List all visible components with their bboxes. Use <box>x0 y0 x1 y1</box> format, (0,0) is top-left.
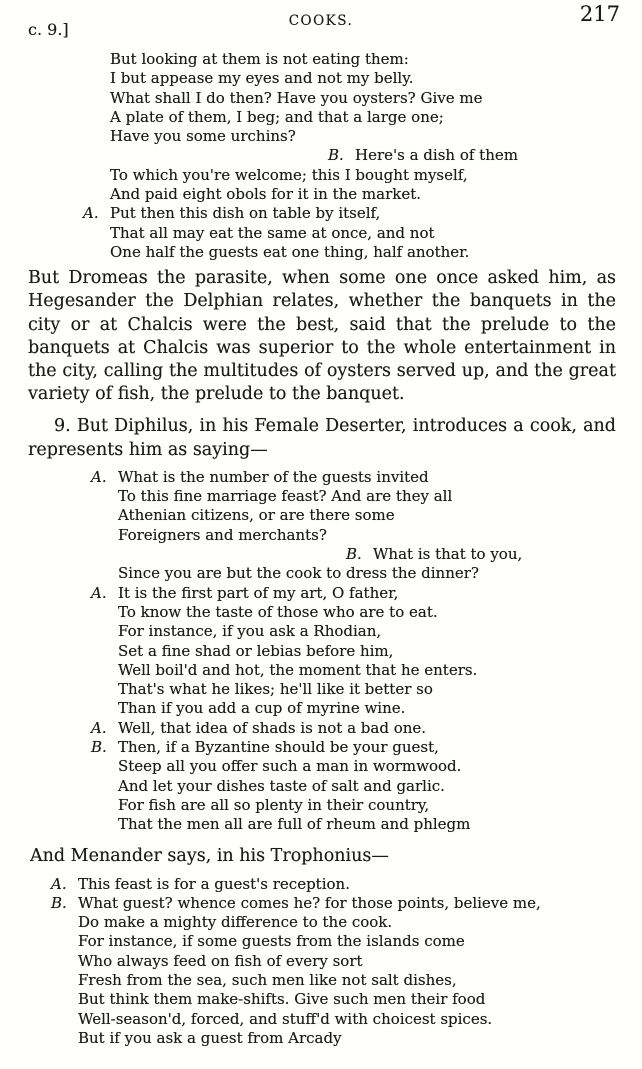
verse-line-text: But if you ask a guest from Arcady <box>78 1028 342 1047</box>
verse-line-text: But think them make-shifts. Give such men their food <box>78 990 486 1009</box>
verse-line-text: What guest? whence comes he? for those points, believe me, <box>78 893 541 912</box>
verse-block-diphilus <box>91 467 642 835</box>
speaker-label: A. <box>91 467 107 486</box>
verse-line <box>110 224 642 243</box>
verse-line <box>110 243 642 262</box>
verse-line <box>110 108 642 127</box>
running-title: COOKS. <box>288 13 354 29</box>
verse-line <box>78 971 642 990</box>
verse-line <box>91 583 642 603</box>
speaker-label: B. <box>346 545 362 564</box>
page-content <box>0 48 642 1048</box>
verse-line-text: But looking at them is not eating them: <box>110 50 409 68</box>
verse-line <box>118 506 642 525</box>
verse-line <box>118 622 642 641</box>
verse-line-text: Put then this dish on table by itself, <box>110 204 381 223</box>
verse-line-text: Fresh from the sea, such men like not salt dishes, <box>78 971 457 990</box>
speaker-label: A. <box>83 204 99 223</box>
verse-line-text: Than if you add a cup of myrine wine. <box>118 699 406 718</box>
verse-line <box>110 127 642 146</box>
verse-block-menander <box>51 874 642 1049</box>
verse-line-text: That all may eat the same at once, and not <box>110 223 435 242</box>
verse-line-text: It is the first part of my art, O father, <box>118 583 399 602</box>
verse-line-text: I but appease my eyes and not my belly. <box>110 69 414 88</box>
verse-line-text: What is that to you, <box>373 545 523 564</box>
verse-line-text: That the men all are full of rheum and phlegm <box>118 815 471 834</box>
verse-line-text: To know the taste of those who are to eat. <box>118 602 438 621</box>
verse-line <box>118 699 642 718</box>
paragraph-dromeas: But Dromeas the parasite, when some one once asked him, as Hegesander the Delphian relates, whether the banquets in the city or at Chalcis were the best, said that the prelude to the banquets at Chalcis was superior to the whole entertainment in the city, calling the multitudes of oysters served up, and the great variety of fish, the prelude to the banquet. <box>28 268 616 405</box>
page-number: 217 <box>579 2 620 26</box>
speaker-label: A. <box>51 874 67 893</box>
chapter-marker: c. 9.] <box>28 20 69 39</box>
verse-line-text: And paid eight obols for it in the market. <box>110 185 422 204</box>
verse-line <box>78 1010 642 1029</box>
verse-line-text: What shall I do then? Have you oysters? Give me <box>110 88 483 107</box>
verse-line-text: Here's a dish of them <box>355 146 518 165</box>
verse-line-text: What is the number of the guests invited <box>118 467 429 486</box>
verse-line-text: To which you're welcome; this I bought myself, <box>110 165 468 184</box>
verse-line-text: Steep all you offer such a man in wormwood. <box>118 757 462 776</box>
paragraph-menander-intro: And Menander says, in his Trophonius— <box>30 845 389 866</box>
verse-line-text: Athenian citizens, or are there some <box>118 506 395 525</box>
verse-line-text: Since you are but the cook to dress the dinner? <box>118 564 479 583</box>
verse-line <box>110 89 642 108</box>
verse-line <box>118 564 642 583</box>
verse-line-text: To this fine marriage feast? And are they all <box>118 487 453 506</box>
verse-line <box>91 467 642 487</box>
speaker-label: B. <box>51 893 67 912</box>
verse-line <box>346 545 642 564</box>
verse-line <box>78 1029 642 1048</box>
verse-line <box>51 893 642 913</box>
verse-line-text: That's what he likes; he'll like it better so <box>118 680 433 699</box>
verse-line <box>91 718 642 738</box>
verse-line <box>110 185 642 204</box>
verse-line <box>118 661 642 680</box>
speaker-label: A. <box>91 583 107 602</box>
verse-line <box>110 166 642 185</box>
verse-line <box>51 874 642 894</box>
verse-line-text: One half the guests eat one thing, half another. <box>110 242 470 261</box>
verse-line <box>78 990 642 1009</box>
verse-line-text: Who always feed on fish of every sort <box>78 951 363 970</box>
verse-line-text: A plate of them, I beg; and that a large one; <box>110 107 444 126</box>
verse-line-text: For fish are all so plenty in their country, <box>118 795 430 814</box>
verse-line <box>118 526 642 545</box>
speaker-label: B. <box>91 738 107 757</box>
verse-line-text: Well, that idea of shads is not a bad one. <box>118 718 427 737</box>
verse-block-oysters <box>83 50 642 262</box>
verse-line <box>118 603 642 622</box>
speaker-label: B. <box>328 146 344 165</box>
verse-line-text: Foreigners and merchants? <box>118 525 327 544</box>
verse-line-text: Well-season'd, forced, and stuff'd with choicest spices. <box>78 1009 493 1028</box>
verse-line <box>118 796 642 815</box>
verse-line-text: Do make a mighty difference to the cook. <box>78 913 393 932</box>
verse-line <box>118 642 642 661</box>
verse-line <box>118 777 642 796</box>
verse-line <box>83 204 642 223</box>
verse-line-text: For instance, if you ask a Rhodian, <box>118 622 382 641</box>
verse-line-text: For instance, if some guests from the islands come <box>78 932 465 951</box>
verse-line <box>118 487 642 506</box>
verse-line <box>118 680 642 699</box>
verse-line <box>110 69 642 88</box>
verse-line-text: Then, if a Byzantine should be your guest, <box>118 738 439 757</box>
verse-line-text: Set a fine shad or lebias before him, <box>118 641 394 660</box>
verse-line <box>78 913 642 932</box>
verse-line <box>118 815 642 834</box>
speaker-label: A. <box>91 718 107 737</box>
verse-line <box>91 738 642 757</box>
verse-line-text: And let your dishes taste of salt and garlic. <box>118 776 445 795</box>
verse-line-text: Well boil'd and hot, the moment that he enters. <box>118 660 478 679</box>
verse-line-text: This feast is for a guest's reception. <box>78 874 350 893</box>
verse-line <box>78 932 642 951</box>
verse-line <box>78 952 642 971</box>
verse-line <box>328 146 642 165</box>
paragraph-diphilus-intro: 9. But Diphilus, in his Female Deserter, introduces a cook, and represents him as saying— <box>28 416 616 460</box>
verse-line <box>118 757 642 776</box>
verse-line <box>110 50 642 69</box>
verse-line-text: Have you some urchins? <box>110 127 296 146</box>
